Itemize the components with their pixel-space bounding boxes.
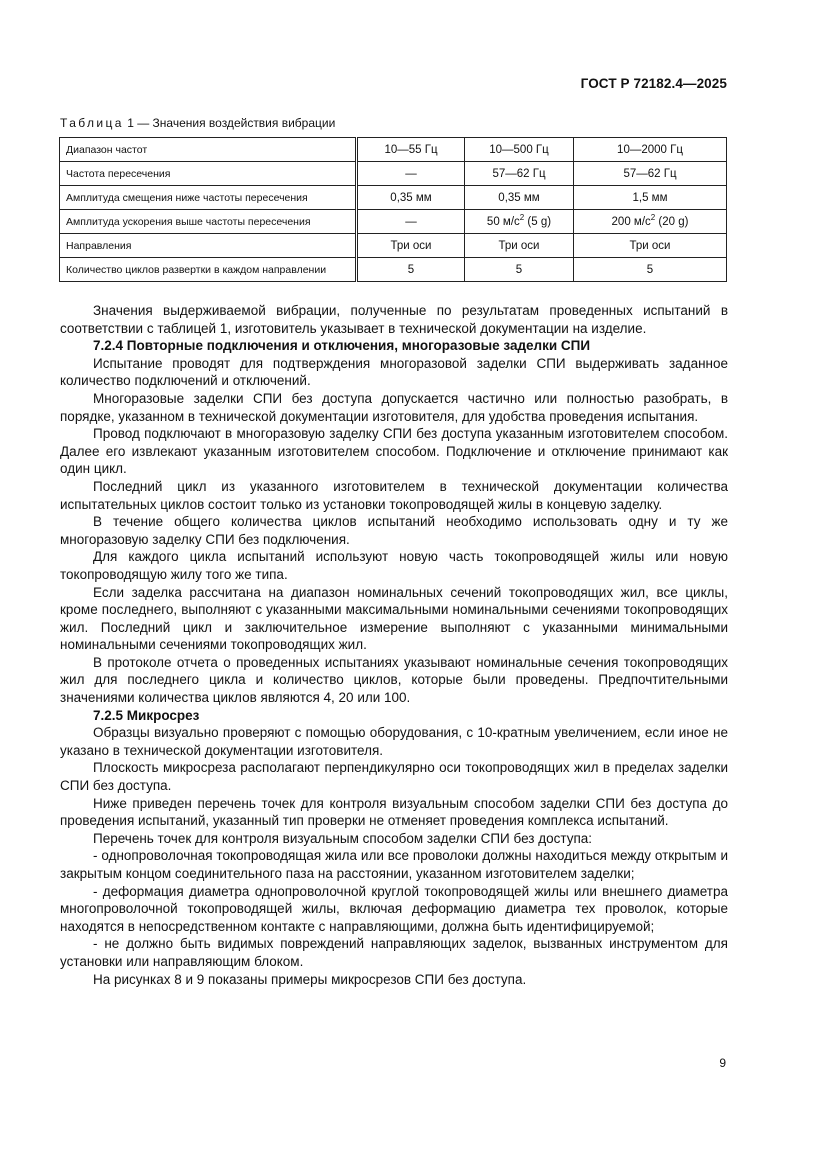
table-cell-label: Направления xyxy=(60,234,357,258)
table-row xyxy=(60,210,727,234)
paragraph: Провод подключают в многоразовую заделку СПИ без доступа указанным изготовителем способом. Далее его извлекают указанным изготовителем способом. Подключение и отключение принимают как один цикл. xyxy=(60,426,728,477)
table-cell: 5 xyxy=(465,258,574,282)
table-cell: 10—55 Гц xyxy=(357,138,465,162)
paragraph: В протоколе отчета о проведенных испытаниях указывают номинальные сечения токопроводящих жил для последнего цикла и количество циклов, которые были проведены. Предпочтительными значениями количества циклов являются 4, 20 или 100. xyxy=(60,654,728,706)
vibration-table xyxy=(59,137,727,282)
paragraph: Плоскость микросреза располагают перпендикулярно оси токопроводящих жил в пределах заделки СПИ без доступа. xyxy=(60,760,728,794)
cell-value-text: (20 g) xyxy=(655,215,689,228)
table-cell: 5 xyxy=(357,258,465,282)
body-text xyxy=(60,302,728,988)
section-heading: 7.2.5 Микросрез xyxy=(93,707,200,723)
paragraph: Если заделка рассчитана на диапазон номинальных сечений токопроводящих жил, все циклы, кроме последнего, выполняют с указанными максимальными номинальными сечениями токопроводящих жил. Последний цикл и заключительное измерение выполняют с указанными минимальными номинальными сечениями токопроводящих жил. xyxy=(60,584,728,653)
table-row xyxy=(60,258,727,282)
cell-value-text: 200 м/с xyxy=(611,215,651,228)
paragraph: В течение общего количества циклов испытаний необходимо использовать одну и ту же многоразовую заделку СПИ без подключения. xyxy=(60,514,728,547)
cell-value-text: 50 м/с xyxy=(486,215,520,228)
section-heading: 7.2.4 Повторные подключения и отключения, многоразовые заделки СПИ xyxy=(93,338,591,354)
table-cell: Три оси xyxy=(465,234,574,258)
table-row xyxy=(60,234,727,258)
table-cell xyxy=(465,210,574,234)
paragraph: Значения выдерживаемой вибрации, полученные по результатам проведенных испытаний в соответствии с таблицей 1, изготовитель указывает в технической документации на изделие. xyxy=(60,303,728,336)
paragraph: Многоразовые заделки СПИ без доступа допускается частично или полностью разобрать, в порядке, указанном в технической документации изготовителя, для удобства проведения испытания. xyxy=(60,390,728,424)
table-cell: 10—2000 Гц xyxy=(574,138,727,162)
table-caption-label: Таблица xyxy=(60,116,124,130)
table-cell: — xyxy=(357,210,465,234)
table-cell: 0,35 мм xyxy=(357,186,465,210)
table-cell-label: Количество циклов развертки в каждом направлении xyxy=(60,258,357,282)
paragraph: Последний цикл из указанного изготовителем в технической документации количества испытательных циклов состоит только из установки токопроводящей жилы в концевую заделку. xyxy=(60,478,728,512)
document-header: ГОСТ Р 72182.4—2025 xyxy=(580,76,727,91)
paragraph: Ниже приведен перечень точек для контроля визуальным способом заделки СПИ без доступа до проведения испытаний, указанный тип проверки не отменяет проведения комплекса испытаний. xyxy=(60,795,728,829)
table-caption-text: 1 — Значения воздействия вибрации xyxy=(127,116,336,130)
table-cell-label: Частота пересечения xyxy=(60,162,357,186)
superscript: 2 xyxy=(519,212,525,222)
table-cell: 1,5 мм xyxy=(574,186,727,210)
paragraph: Перечень точек для контроля визуальным способом заделки СПИ без доступа: xyxy=(93,830,593,846)
table-cell xyxy=(574,210,727,234)
paragraph: Для каждого цикла испытаний используют новую часть токопроводящей жилы или новую токопроводящую жилу того же типа. xyxy=(60,549,728,582)
cell-value-text: (5 g) xyxy=(524,215,552,228)
table-caption xyxy=(60,116,335,130)
paragraph: Образцы визуально проверяют с помощью оборудования, с 10-кратным увеличением, если иное не указано в технической документации изготовителя. xyxy=(60,725,728,758)
table-cell: 0,35 мм xyxy=(465,186,574,210)
table-cell: 10—500 Гц xyxy=(465,138,574,162)
table-cell: — xyxy=(357,162,465,186)
list-item: - однопроволочная токопроводящая жила или все проволоки должны находиться между открытым и закрытым концом соединительного паза на расстоянии, указанном изготовителем заделки; xyxy=(60,848,728,881)
table-cell: 57—62 Гц xyxy=(465,162,574,186)
list-item: - не должно быть видимых повреждений направляющих заделок, вызванных инструментом для установки или направляющим блоком. xyxy=(60,936,728,969)
table-cell: Три оси xyxy=(357,234,465,258)
table-cell: Три оси xyxy=(574,234,727,258)
paragraph: На рисунках 8 и 9 показаны примеры микросрезов СПИ без доступа. xyxy=(93,971,527,987)
table-cell-label: Диапазон частот xyxy=(60,138,357,162)
table-row xyxy=(60,186,727,210)
page-number: 9 xyxy=(719,1056,726,1070)
table-cell-label: Амплитуда ускорения выше частоты пересечения xyxy=(60,210,357,234)
paragraph: Испытание проводят для подтверждения многоразовой заделки СПИ выдерживать заданное количество подключений и отключений. xyxy=(60,355,728,389)
superscript: 2 xyxy=(650,212,656,222)
table-cell: 5 xyxy=(574,258,727,282)
table-row xyxy=(60,162,727,186)
table-row xyxy=(60,138,727,162)
list-item: - деформация диаметра однопроволочной круглой токопроводящей жилы или внешнего диаметра многопроволочной токопроводящей жилы, включая деформацию диаметра тех проволок, которые находятся в непосредственном контакте с направляющими, должна быть идентифицируемой; xyxy=(60,883,728,934)
table-cell-label: Амплитуда смещения ниже частоты пересечения xyxy=(60,186,357,210)
table-cell: 57—62 Гц xyxy=(574,162,727,186)
